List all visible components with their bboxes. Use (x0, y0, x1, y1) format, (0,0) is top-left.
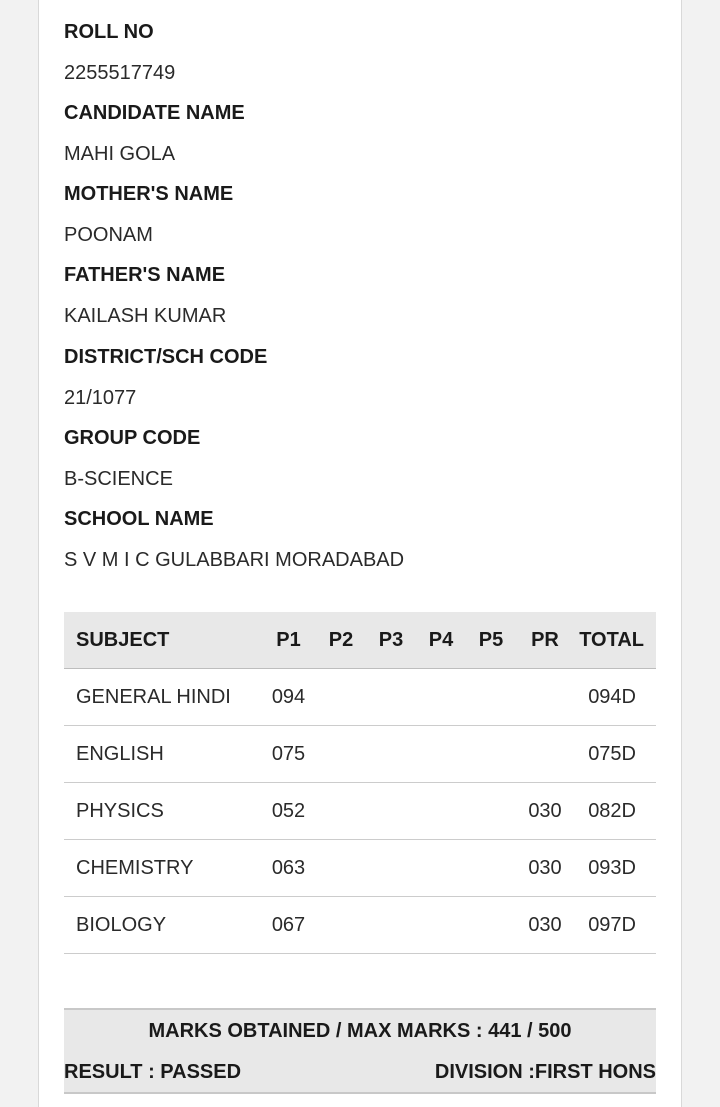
p1-cell: 094 (261, 669, 316, 726)
total-cell: 093D (574, 840, 656, 897)
p5-cell (466, 669, 516, 726)
total-cell: 082D (574, 783, 656, 840)
school-name-label: SCHOOL NAME (64, 508, 214, 530)
table-row (64, 897, 656, 954)
p5-cell (466, 840, 516, 897)
total-cell: 097D (574, 897, 656, 954)
subject-cell: BIOLOGY (64, 897, 261, 954)
pr-cell: 030 (516, 897, 574, 954)
p3-cell (366, 840, 416, 897)
district-code-value: 21/1077 (64, 387, 137, 409)
mother-name-label: MOTHER'S NAME (64, 183, 234, 205)
father-name-value: KAILASH KUMAR (64, 305, 227, 327)
roll-no-label: ROLL NO (64, 21, 154, 43)
p3-cell (366, 783, 416, 840)
header-p2: P2 (316, 612, 366, 669)
pr-cell (516, 669, 574, 726)
p1-cell: 052 (261, 783, 316, 840)
p2-cell (316, 783, 366, 840)
header-p3: P3 (366, 612, 416, 669)
p3-cell (366, 669, 416, 726)
candidate-name-value: MAHI GOLA (64, 143, 176, 165)
p4-cell (416, 726, 466, 783)
group-code-value: B-SCIENCE (64, 468, 173, 490)
pr-cell: 030 (516, 840, 574, 897)
roll-no-value: 2255517749 (64, 62, 176, 84)
header-pr: PR (516, 612, 574, 669)
p1-cell: 063 (261, 840, 316, 897)
p5-cell (466, 897, 516, 954)
p4-cell (416, 897, 466, 954)
p5-cell (466, 726, 516, 783)
p2-cell (316, 726, 366, 783)
total-cell: 094D (574, 669, 656, 726)
school-name-value: S V M I C GULABBARI MORADABAD (64, 549, 405, 571)
header-total: TOTAL (574, 612, 656, 669)
table-header-row (64, 612, 656, 669)
header-p5: P5 (466, 612, 516, 669)
district-code-label: DISTRICT/SCH CODE (64, 346, 268, 368)
p3-cell (366, 897, 416, 954)
p2-cell (316, 669, 366, 726)
candidate-name-label: CANDIDATE NAME (64, 102, 245, 124)
p2-cell (316, 897, 366, 954)
p4-cell (416, 840, 466, 897)
mother-name-value: POONAM (64, 224, 153, 246)
p2-cell (316, 840, 366, 897)
p1-cell: 067 (261, 897, 316, 954)
result-status: RESULT : PASSED (64, 1061, 242, 1083)
table-row (64, 840, 656, 897)
subject-cell: ENGLISH (64, 726, 261, 783)
subject-cell: PHYSICS (64, 783, 261, 840)
marks-summary: MARKS OBTAINED / MAX MARKS : 441 / 500 (64, 1008, 656, 1054)
total-cell: 075D (574, 726, 656, 783)
table-row (64, 783, 656, 840)
header-subject: SUBJECT (64, 612, 261, 669)
marks-table (64, 612, 656, 954)
p5-cell (466, 783, 516, 840)
subject-cell: GENERAL HINDI (64, 669, 261, 726)
father-name-label: FATHER'S NAME (64, 264, 226, 286)
pr-cell (516, 726, 574, 783)
group-code-label: GROUP CODE (64, 427, 201, 449)
division-status: DIVISION :FIRST HONS (434, 1061, 656, 1083)
table-row (64, 669, 656, 726)
subject-cell: CHEMISTRY (64, 840, 261, 897)
p1-cell: 075 (261, 726, 316, 783)
result-row (64, 1052, 656, 1094)
table-row (64, 726, 656, 783)
pr-cell: 030 (516, 783, 574, 840)
p4-cell (416, 783, 466, 840)
p4-cell (416, 669, 466, 726)
header-p1: P1 (261, 612, 316, 669)
p3-cell (366, 726, 416, 783)
header-p4: P4 (416, 612, 466, 669)
